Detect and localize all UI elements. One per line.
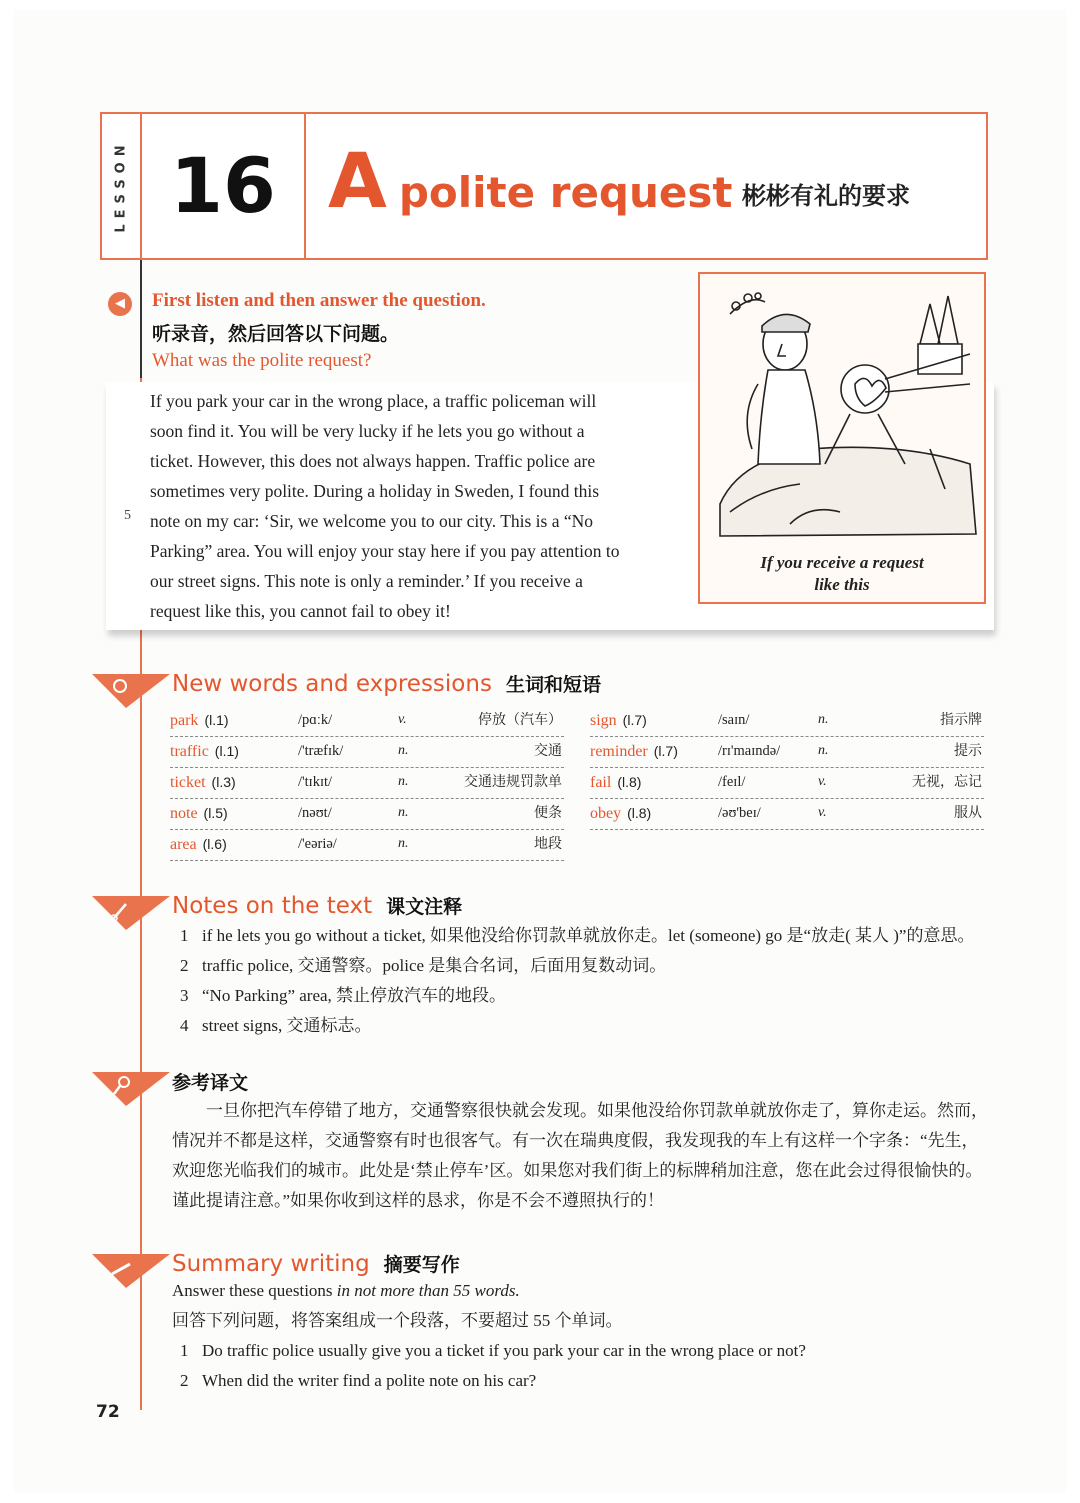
lesson-header: [100, 112, 988, 260]
translation-line: 情况并不都是这样，交通警察有时也很客气。有一次在瑞典度假，我发现我的车上有这样一个字条：“先生，: [172, 1131, 979, 1150]
note-text: “No Parking” area, 禁止停放汽车的地段。: [202, 986, 507, 1005]
question-text: Do traffic police usually give you a ticket if you park your car in the wrong place or not?: [202, 1341, 806, 1360]
vocab-line-ref: (l.8): [617, 774, 642, 790]
vocab-row: [170, 830, 564, 861]
note-number: 3: [180, 986, 189, 1005]
vocab-pos: n.: [398, 774, 409, 789]
vocab-row: [170, 706, 564, 737]
vocab-pos: v.: [818, 805, 827, 820]
notes-heading: [172, 892, 462, 919]
vocab-meaning: 无视，忘记: [912, 774, 982, 790]
lesson-number: 16: [142, 114, 306, 258]
translation-title-cn: 参考译文: [172, 1072, 249, 1094]
vocab-word: traffic: [170, 743, 209, 760]
summary-question: [172, 1336, 992, 1366]
vocab-row: [590, 799, 984, 830]
summary-title: Summary writing: [172, 1251, 370, 1277]
vocab-phonetic: /'træfɪk/: [298, 743, 344, 759]
note-text: traffic police, 交通警察。police 是集合名词，后面用复数动词。: [202, 956, 667, 975]
vocab-line-ref: (l.8): [627, 805, 652, 821]
summary-section: [172, 1276, 992, 1396]
note-item: [180, 921, 1000, 951]
vocab-pos: n.: [398, 836, 409, 851]
vocab-row: [170, 768, 564, 799]
summary-heading: [172, 1250, 460, 1277]
translation-line: 一旦你把汽车停错了地方，交通警察很快就会发现。如果他没给你罚款单就放你走了，算你走运。然而，: [172, 1101, 988, 1120]
vocab-pos: n.: [818, 743, 829, 758]
passage-line: our street signs. This note is only a reminder.’ If you receive a: [150, 571, 583, 591]
vocab-heading: [172, 670, 601, 697]
summary-title-cn: 摘要写作: [383, 1254, 460, 1276]
vocab-meaning: 便条: [534, 805, 562, 821]
page-number: 72: [96, 1402, 120, 1422]
vocab-pos: n.: [818, 712, 829, 727]
cartoon-caption: [700, 552, 984, 596]
vocab-word: sign: [590, 712, 617, 729]
summary-instruction-cn: 回答下列问题，将答案组成一个段落，不要超过 55 个单词。: [172, 1311, 623, 1330]
caption-line: like this: [814, 575, 870, 594]
passage-line: note on my car: ‘Sir, we welcome you to our city. This is a “No: [150, 511, 594, 531]
vocab-meaning: 服从: [954, 805, 982, 821]
notes-title-cn: 课文注释: [386, 896, 463, 918]
caption-line: If you receive a request: [760, 553, 924, 572]
line-number-marker: 5: [124, 508, 131, 523]
speaker-icon: ◀: [108, 292, 132, 316]
vocab-pos: v.: [818, 774, 827, 789]
vocab-phonetic: /rɪ'maɪndə/: [718, 743, 781, 759]
vocab-word: park: [170, 712, 199, 729]
vocab-phonetic: /əʊ'beɪ/: [718, 805, 761, 821]
translation-line: 谨此提请注意。”如果你收到这样的恳求，你是不会不遵照执行的！: [172, 1191, 665, 1210]
vocab-phonetic: /feɪl/: [718, 774, 746, 790]
passage-line: soon find it. You will be very lucky if he lets you go without a: [150, 421, 585, 441]
translation-line: 欢迎您光临我们的城市。此处是‘禁止停车’区。如果您对我们街上的标牌稍加注意，您在此会过得很愉快的。: [172, 1161, 983, 1180]
vocab-list-right: [590, 706, 984, 830]
vocab-list-left: [170, 706, 564, 861]
vocab-phonetic: /'tɪkɪt/: [298, 774, 333, 790]
passage-line: Parking” area. You will enjoy your stay here if you pay attention to: [150, 541, 620, 561]
passage-line: request like this, you cannot fail to obey it!: [150, 601, 451, 621]
vocab-line-ref: (l.1): [214, 743, 239, 759]
vocab-word: obey: [590, 805, 622, 822]
note-number: 2: [180, 956, 189, 975]
vocab-word: note: [170, 805, 198, 822]
vocab-phonetic: /'eəriə/: [298, 836, 337, 852]
note-number: 1: [180, 926, 189, 945]
vocab-title: New words and expressions: [172, 671, 492, 697]
pen-section-icon: [92, 886, 170, 930]
question-text: When did the writer find a polite note on his car?: [202, 1371, 537, 1390]
note-text: street signs, 交通标志。: [202, 1016, 372, 1035]
question-number: 1: [180, 1341, 189, 1360]
vocab-line-ref: (l.5): [203, 805, 228, 821]
lesson-title: [328, 136, 732, 225]
vocab-pos: n.: [398, 805, 409, 820]
vocab-line-ref: (l.7): [622, 712, 647, 728]
vocab-line-ref: (l.3): [211, 774, 236, 790]
bulb-section-icon: [92, 664, 170, 708]
vocab-row: [590, 768, 984, 799]
vocab-meaning: 交通违规罚款单: [464, 774, 562, 790]
vocab-row: [590, 737, 984, 768]
vocab-title-cn: 生词和短语: [505, 674, 601, 696]
lesson-label-strip: [102, 114, 142, 258]
lesson-title-first: A: [328, 136, 387, 225]
notes-title: Notes on the text: [172, 893, 373, 919]
vocab-phonetic: /nəʊt/: [298, 805, 332, 821]
vocab-phonetic: /pɑːk/: [298, 712, 333, 728]
lesson-title-rest: polite request: [398, 168, 733, 217]
vocab-line-ref: (l.6): [202, 836, 227, 852]
notes-list: [180, 921, 1000, 1041]
margin-guide-line-top: [140, 260, 142, 378]
lesson-title-cn: 彬彬有礼的要求: [742, 182, 910, 210]
note-item: [180, 951, 1000, 981]
vocab-word: ticket: [170, 774, 206, 791]
passage-line: ticket. However, this does not always happen. Traffic police are: [150, 451, 596, 471]
vocab-word: fail: [590, 774, 612, 791]
magnifier-section-icon: [92, 1062, 170, 1106]
vocab-meaning: 指示牌: [940, 712, 982, 728]
vocab-meaning: 交通: [534, 743, 562, 759]
lesson-label: LESSON: [113, 139, 129, 233]
vocab-meaning: 停放（汽车）: [478, 712, 562, 728]
vocab-word: reminder: [590, 743, 648, 760]
summary-instruction: [172, 1276, 992, 1306]
pencil-section-icon: [92, 1244, 170, 1288]
listen-question: What was the polite request?: [152, 350, 372, 371]
vocab-pos: v.: [398, 712, 407, 727]
passage-line: sometimes very polite. During a holiday in Sweden, I found this: [150, 481, 600, 501]
listen-instruction-cn: 听录音，然后回答以下问题。: [152, 323, 400, 345]
vocab-row: [170, 799, 564, 830]
translation-text: [172, 1096, 990, 1216]
vocab-meaning: 地段: [534, 836, 562, 852]
summary-instruction-limit: in not more than 55 words.: [336, 1281, 520, 1300]
summary-instruction-start: Answer these questions: [172, 1281, 337, 1300]
passage-line: If you park your car in the wrong place, a traffic policeman will: [150, 391, 597, 411]
vocab-phonetic: /saɪn/: [718, 712, 750, 728]
passage-text: [150, 386, 680, 626]
vocab-line-ref: (l.1): [204, 712, 229, 728]
listen-instruction-en: First listen and then answer the question.: [152, 290, 486, 311]
vocab-pos: n.: [398, 743, 409, 758]
note-item: [180, 1011, 1000, 1041]
question-number: 2: [180, 1371, 189, 1390]
vocab-row: [170, 737, 564, 768]
vocab-meaning: 提示: [954, 743, 982, 759]
note-item: [180, 981, 1000, 1011]
vocab-word: area: [170, 836, 197, 853]
cartoon-drawing: [700, 274, 984, 544]
translation-heading: [172, 1068, 248, 1095]
vocab-line-ref: (l.7): [653, 743, 678, 759]
vocab-row: [590, 706, 984, 737]
note-number: 4: [180, 1016, 189, 1035]
summary-question: [172, 1366, 992, 1396]
cartoon-illustration: [698, 272, 986, 604]
note-text: if he lets you go without a ticket, 如果他没给你罚款单就放你走。let (someone) go 是“放走( 某人 )”的意思。: [202, 926, 975, 945]
